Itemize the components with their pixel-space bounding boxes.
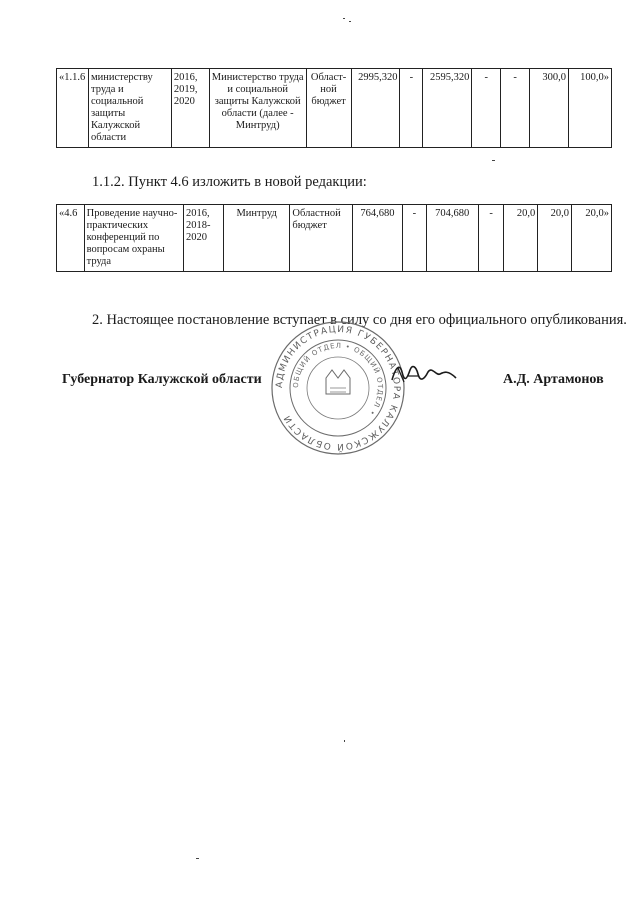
- handwritten-signature: [388, 358, 460, 388]
- item-value: 20,0: [504, 205, 538, 272]
- item-value: -: [472, 69, 501, 148]
- scan-speck: [349, 21, 351, 22]
- scan-speck: [492, 160, 495, 161]
- item-total: 2995,320: [351, 69, 400, 148]
- item-value: 2595,320: [423, 69, 472, 148]
- item-value: 300,0: [530, 69, 569, 148]
- item-executor: Минтруд: [223, 205, 290, 272]
- scan-speck: [196, 858, 199, 859]
- item-number: «4.6: [57, 205, 85, 272]
- svg-text:АДМИНИСТРАЦИЯ ГУБЕРНАТОРА КАЛУ: АДМИНИСТРАЦИЯ ГУБЕРНАТОРА КАЛУЖСКОЙ ОБЛАСТИ: [274, 324, 402, 452]
- item-value: 20,0»: [571, 205, 611, 272]
- program-table-row-4-6: [56, 204, 612, 272]
- signatory-name: А.Д. Артамонов: [503, 372, 604, 387]
- item-value: -: [501, 69, 530, 148]
- program-table-row-1-1-6: [56, 68, 612, 148]
- scan-speck: [344, 740, 345, 742]
- item-executor: Министерство труда и социальной защиты Калужской области (далее - Минтруд): [209, 69, 306, 148]
- item-value: 100,0»: [568, 69, 611, 148]
- item-funding-source: Област-ной бюджет: [306, 69, 351, 148]
- scan-speck: [343, 18, 345, 19]
- item-years: 2016, 2018-2020: [183, 205, 223, 272]
- amendment-paragraph: 1.1.2. Пункт 4.6 изложить в новой редакции:: [92, 174, 367, 190]
- item-value: -: [478, 205, 504, 272]
- item-value: 20,0: [538, 205, 572, 272]
- item-value: -: [400, 69, 423, 148]
- svg-text:ОБЩИЙ ОТДЕЛ • ОБЩИЙ ОТДЕЛ •: ОБЩИЙ ОТДЕЛ • ОБЩИЙ ОТДЕЛ •: [291, 341, 385, 418]
- item-years: 2016, 2019, 2020: [171, 69, 209, 148]
- item-funding-source: Областной бюджет: [290, 205, 352, 272]
- table-row: [57, 205, 612, 272]
- item-total: 764,680: [352, 205, 402, 272]
- entry-into-force-paragraph: 2. Настоящее постановление вступает в силу со дня его официального опубликования.: [92, 312, 627, 328]
- item-value: -: [403, 205, 427, 272]
- item-name: Проведение научно-практических конференций по вопросам охраны труда: [84, 205, 183, 272]
- item-number: «1.1.6: [57, 69, 89, 148]
- official-seal-stamp: [268, 318, 408, 458]
- signatory-title: Губернатор Калужской области: [62, 372, 262, 387]
- table-row: [57, 69, 612, 148]
- item-name: министерству труда и социальной защиты Калужской области: [88, 69, 171, 148]
- item-value: 704,680: [426, 205, 478, 272]
